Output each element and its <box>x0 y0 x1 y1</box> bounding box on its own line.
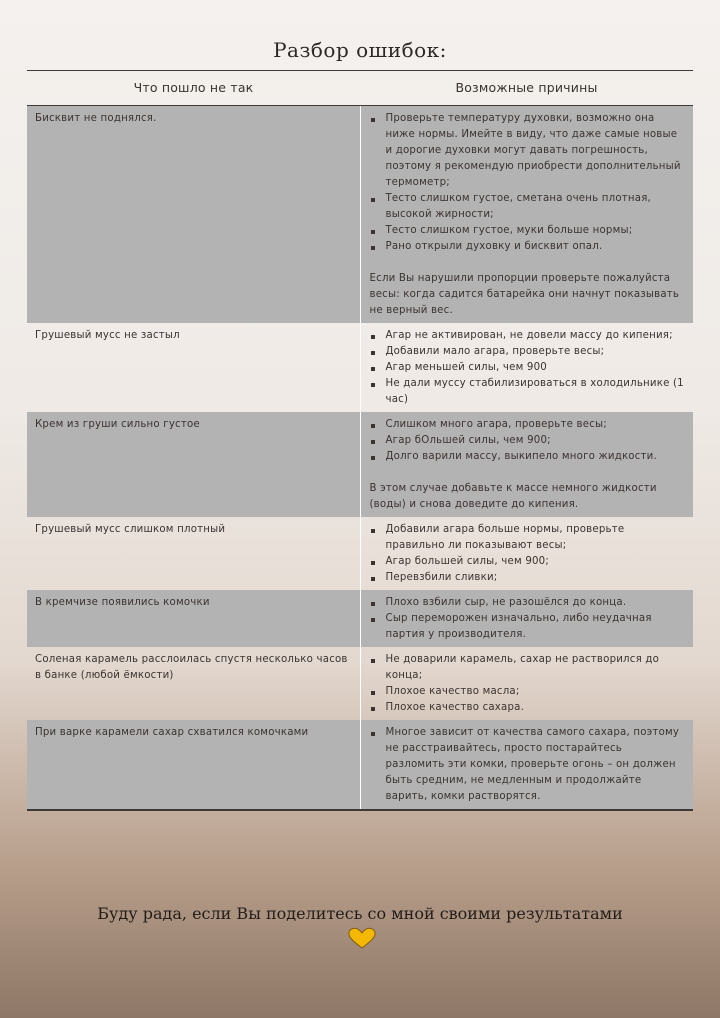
list-item: Плохое качество масла; <box>370 684 685 700</box>
list-item: Не доварили карамель, сахар не растворился до конца; <box>370 652 685 684</box>
problem-cell: Бисквит не поднялся. <box>27 106 360 324</box>
table-row <box>27 412 693 517</box>
list-item: Агар не активирован, не довели массу до кипения; <box>370 328 685 344</box>
list-item: Многое зависит от качества самого сахара, поэтому не расстраивайтесь, просто постарайтесь разломить эти комки, проверьте огонь – он должен быть средним, не медленным и продолжайте варить, комки растворятся. <box>370 725 685 805</box>
list-item: Агар бОльшей силы, чем 900; <box>370 433 685 449</box>
page-title: Разбор ошибок: <box>273 38 447 62</box>
list-item: Добавили мало агара, проверьте весы; <box>370 344 685 360</box>
list-item: Тесто слишком густое, муки больше нормы; <box>370 223 685 239</box>
header-causes: Возможные причины <box>360 71 693 106</box>
list-item: Долго варили массу, выкипело много жидкости. <box>370 449 685 465</box>
cause-note: Если Вы нарушили пропорции проверьте пожалуйста весы: когда садится батарейка они начнут показывать не верный вес. <box>369 273 680 316</box>
causes-cell <box>360 720 693 810</box>
list-item: Плохое качество сахара. <box>370 700 685 716</box>
list-item: Сыр переморожен изначально, либо неудачная партия у производителя. <box>370 611 685 643</box>
problem-cell: Грушевый мусс не застыл <box>27 323 360 412</box>
problem-cell: Крем из груши сильно густое <box>27 412 360 517</box>
table-row <box>27 590 693 647</box>
table-row <box>27 647 693 720</box>
causes-list <box>370 652 685 716</box>
causes-list <box>370 595 685 643</box>
list-item: Добавили агара больше нормы, проверьте правильно ли показывают весы; <box>370 522 685 554</box>
causes-cell <box>360 647 693 720</box>
problem-cell: Соленая карамель расслоилась спустя несколько часов в банке (любой ёмкости) <box>27 647 360 720</box>
causes-list <box>370 522 685 586</box>
list-item: Плохо взбили сыр, не разошёлся до конца. <box>370 595 685 611</box>
table-header-row <box>27 71 693 106</box>
causes-cell <box>360 590 693 647</box>
footer-message <box>95 902 625 951</box>
list-item: Перевзбили сливки; <box>370 570 685 586</box>
list-item: Проверьте температуру духовки, возможно она ниже нормы. Имейте в виду, что даже самые новые и дорогие духовки могут давать погрешность, поэтому я рекомендую приобрести дополнительный термометр; <box>370 111 685 191</box>
table-row <box>27 517 693 590</box>
cause-note: В этом случае добавьте к массе немного жидкости (воды) и снова доведите до кипения. <box>369 483 657 510</box>
list-item: Агар меньшей силы, чем 900 <box>370 360 685 376</box>
causes-list <box>370 725 685 805</box>
causes-cell <box>360 106 693 324</box>
table-row <box>27 720 693 810</box>
causes-list <box>370 417 685 465</box>
problem-cell: В кремчизе появились комочки <box>27 590 360 647</box>
list-item: Слишком много агара, проверьте весы; <box>370 417 685 433</box>
heart-icon <box>347 926 377 950</box>
list-item: Тесто слишком густое, сметана очень плотная, высокой жирности; <box>370 191 685 223</box>
table-row <box>27 106 693 324</box>
causes-list <box>370 328 685 408</box>
list-item: Не дали муссу стабилизироваться в холодильнике (1 час) <box>370 376 685 408</box>
footer-text: Буду рада, если Вы поделитесь со мной своими результатами <box>97 904 623 923</box>
causes-cell <box>360 412 693 517</box>
header-problem: Что пошло не так <box>27 71 360 106</box>
errors-table <box>27 70 693 811</box>
list-item: Рано открыли духовку и бисквит опал. <box>370 239 685 255</box>
table-row <box>27 323 693 412</box>
problem-cell: При варке карамели сахар схватился комочками <box>27 720 360 810</box>
table-body <box>27 106 693 811</box>
list-item: Агар большей силы, чем 900; <box>370 554 685 570</box>
problem-cell: Грушевый мусс слишком плотный <box>27 517 360 590</box>
causes-cell <box>360 323 693 412</box>
causes-cell <box>360 517 693 590</box>
causes-list <box>370 111 685 255</box>
